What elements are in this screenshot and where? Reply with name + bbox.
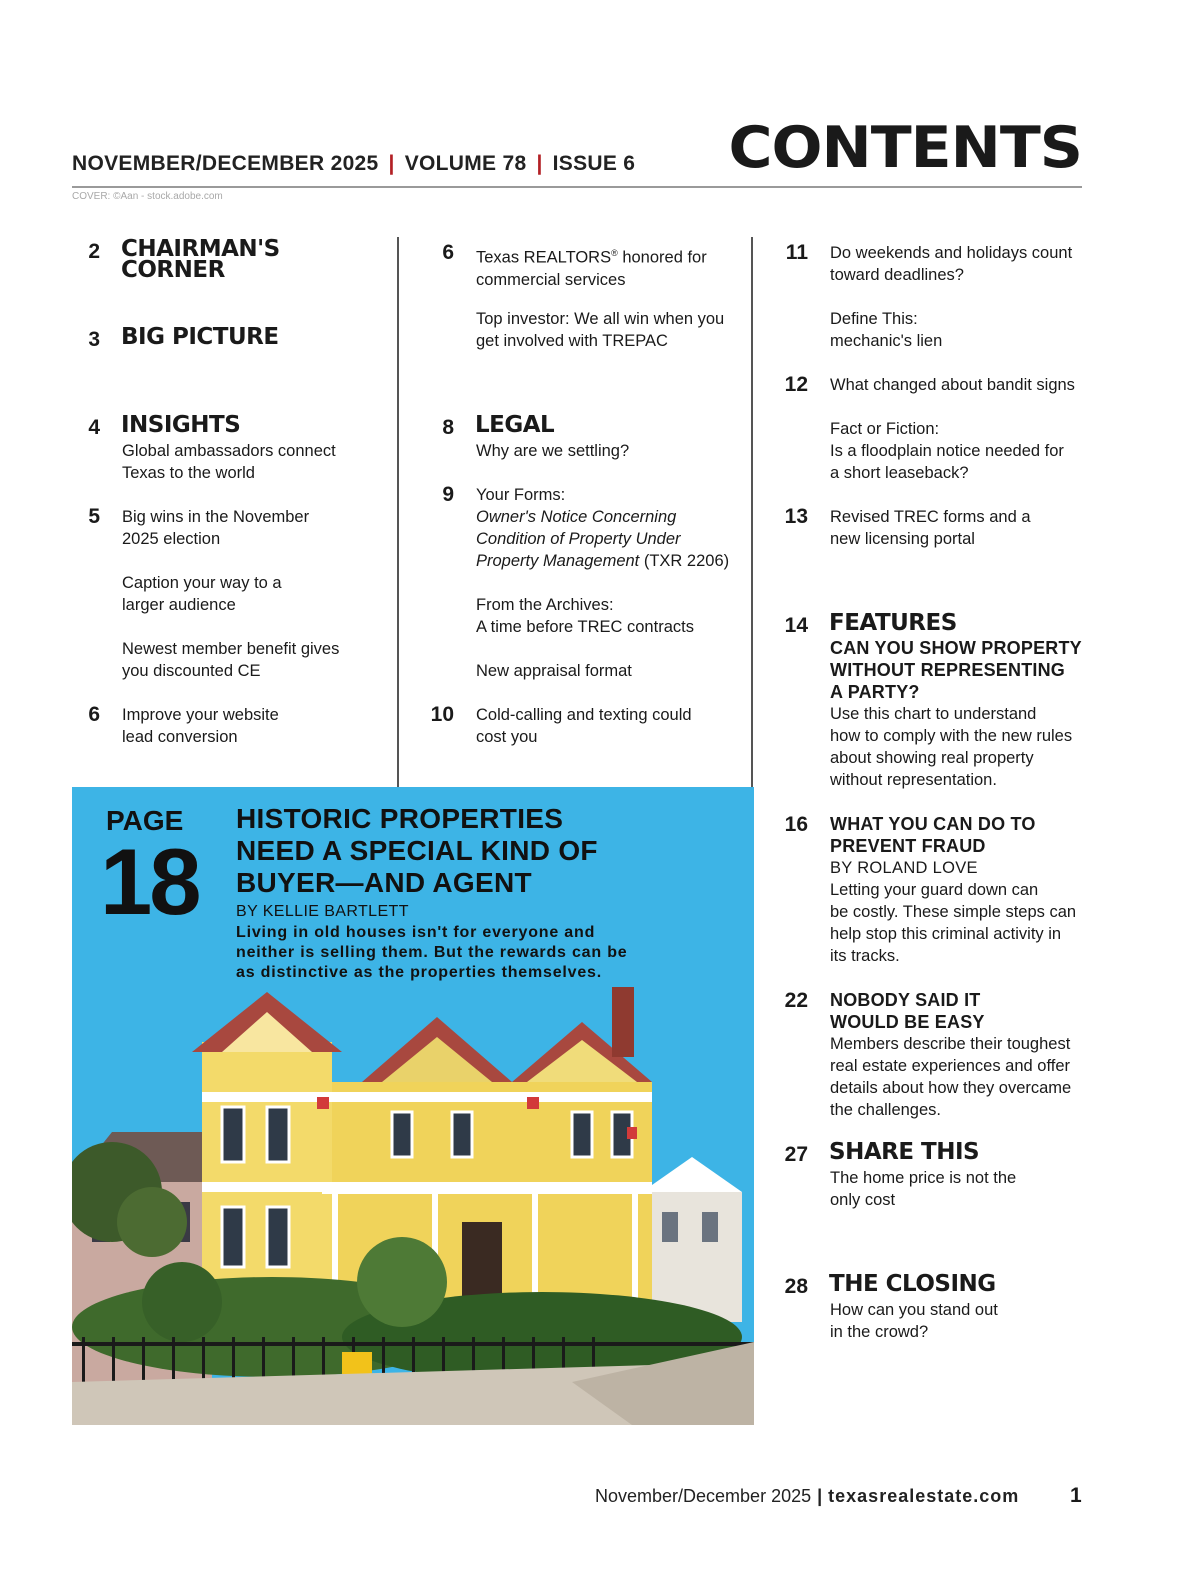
item-line xyxy=(476,550,729,572)
section-features[interactable]: FEATURES xyxy=(829,610,957,636)
item-line: commercial services xyxy=(476,270,626,289)
item-line: 2025 election xyxy=(122,530,221,548)
header-rule xyxy=(72,186,1082,188)
feature-description: real estate experiences and offer xyxy=(830,1057,1071,1075)
item-line: only cost xyxy=(830,1191,896,1209)
page-number: 22 xyxy=(784,989,808,1012)
feature-description: be costly. These simple steps can xyxy=(830,903,1077,921)
item-line: new licensing portal xyxy=(830,530,975,548)
page-number: 10 xyxy=(430,703,454,726)
cover-credit: COVER: ©Aan - stock.adobe.com xyxy=(72,191,223,202)
item-line: you discounted CE xyxy=(122,662,261,680)
list-item[interactable] xyxy=(122,704,279,748)
page-number: 6 xyxy=(88,703,100,726)
form-code: (TXR 2206) xyxy=(639,552,730,570)
list-item[interactable] xyxy=(830,308,942,352)
page-number: 16 xyxy=(784,813,808,836)
feature-description: without representation. xyxy=(830,771,997,789)
feature-description: the challenges. xyxy=(830,1101,941,1119)
hero-title-line: HISTORIC PROPERTIES xyxy=(236,803,564,834)
item-line: mechanic's lien xyxy=(830,332,943,350)
column-divider xyxy=(751,237,753,787)
page-number: 27 xyxy=(784,1143,808,1166)
hero-desc-line: as distinctive as the properties themselves. xyxy=(236,964,603,981)
form-title: Property Management xyxy=(476,552,640,570)
section-chairmans-corner[interactable] xyxy=(121,236,280,283)
item-line: Revised TREC forms and a xyxy=(830,508,1031,526)
hero-desc-line: neither is selling them. But the rewards can be xyxy=(236,944,628,961)
feature-description: its tracks. xyxy=(830,947,900,965)
page-title: CONTENTS xyxy=(728,114,1082,182)
item-line: Your Forms: xyxy=(476,486,566,504)
item-line: a short leaseback? xyxy=(830,464,969,482)
separator: | xyxy=(388,152,395,175)
feature-headline: CAN YOU SHOW PROPERTY xyxy=(830,638,1082,658)
item-line: Big wins in the November xyxy=(122,508,310,526)
folio-page-number: 1 xyxy=(1070,1484,1082,1507)
item-line: in the crowd? xyxy=(830,1323,929,1341)
issue-number: ISSUE 6 xyxy=(552,152,636,175)
hero-title-line: NEED A SPECIAL KIND OF xyxy=(236,835,598,866)
item-line: Texas to the world xyxy=(122,464,255,482)
hero-title xyxy=(236,803,656,899)
separator: | xyxy=(817,1486,823,1506)
item-line: Fact or Fiction: xyxy=(830,420,940,438)
feature-headline: A PARTY? xyxy=(830,682,920,702)
page-footer xyxy=(595,1486,1019,1507)
feature-item[interactable] xyxy=(830,813,1076,967)
page-number: 9 xyxy=(442,483,454,506)
list-item[interactable] xyxy=(830,1167,1016,1211)
page-number: 2 xyxy=(88,240,100,263)
issue-month: NOVEMBER/DECEMBER 2025 xyxy=(72,152,379,175)
section-insights[interactable]: INSIGHTS xyxy=(121,412,241,438)
item-text: Texas REALTORS xyxy=(476,248,612,267)
page-number: 3 xyxy=(88,328,100,351)
form-title: Owner's Notice Concerning xyxy=(476,508,677,526)
footer-website-link[interactable]: texasrealestate.com xyxy=(828,1486,1020,1506)
list-item[interactable] xyxy=(830,418,1064,484)
feature-headline: WOULD BE EASY xyxy=(830,1012,985,1032)
footer-issue: November/December 2025 xyxy=(595,1486,812,1506)
list-item[interactable] xyxy=(830,242,1072,286)
separator: | xyxy=(536,152,543,175)
feature-headline: WHAT YOU CAN DO TO xyxy=(830,814,1036,834)
item-line xyxy=(476,242,707,269)
issue-info xyxy=(72,152,635,176)
item-line: toward deadlines? xyxy=(830,266,964,284)
list-item[interactable] xyxy=(122,506,309,550)
list-item[interactable] xyxy=(122,572,282,616)
item-line: Caption your way to a xyxy=(122,574,282,592)
section-the-closing[interactable]: THE CLOSING xyxy=(829,1271,996,1297)
cover-story-feature[interactable] xyxy=(72,787,754,1425)
feature-description: Use this chart to understand xyxy=(830,705,1037,723)
page-number: 4 xyxy=(88,416,100,439)
feature-headline: WITHOUT REPRESENTING xyxy=(830,660,1066,680)
item-line xyxy=(476,506,729,528)
item-line: Improve your website xyxy=(122,706,279,724)
list-item[interactable]: Why are we settling? xyxy=(476,442,630,460)
section-legal[interactable]: LEGAL xyxy=(475,412,555,438)
list-item[interactable] xyxy=(476,594,694,638)
item-line: Newest member benefit gives xyxy=(122,640,340,658)
feature-byline: BY ROLAND LOVE xyxy=(830,859,978,877)
section-title: CHAIRMAN'S xyxy=(121,236,280,262)
registered-mark: ® xyxy=(611,248,618,258)
victorian-house-photo xyxy=(72,982,754,1425)
item-line: get involved with TREPAC xyxy=(476,332,668,350)
page-number: 14 xyxy=(784,614,808,637)
list-item[interactable] xyxy=(476,308,724,352)
item-line xyxy=(476,528,729,550)
section-share-this[interactable]: SHARE THIS xyxy=(829,1139,980,1165)
item-line: larger audience xyxy=(122,596,236,614)
form-title: Condition of Property Under xyxy=(476,530,681,548)
hero-description xyxy=(236,923,666,983)
feature-item[interactable] xyxy=(830,637,1082,791)
column-divider xyxy=(397,237,399,787)
section-big-picture[interactable]: BIG PICTURE xyxy=(121,324,279,350)
section-title: CORNER xyxy=(121,257,225,283)
page-number: 28 xyxy=(784,1275,808,1298)
item-line: Define This: xyxy=(830,310,918,328)
list-item[interactable] xyxy=(122,638,339,682)
item-text: honored for xyxy=(617,248,707,267)
list-item[interactable] xyxy=(476,242,707,291)
list-item[interactable] xyxy=(830,506,1031,550)
list-item[interactable] xyxy=(830,1299,998,1343)
list-item[interactable] xyxy=(476,704,692,748)
item-line: cost you xyxy=(476,728,538,746)
page-number: 8 xyxy=(442,416,454,439)
list-item[interactable] xyxy=(476,484,729,572)
page-number: 13 xyxy=(784,505,808,528)
page-number: 6 xyxy=(442,241,454,264)
item-line: Is a floodplain notice needed for xyxy=(830,442,1064,460)
feature-description: how to comply with the new rules xyxy=(830,727,1073,745)
item-line: A time before TREC contracts xyxy=(476,618,694,636)
hero-desc-line: Living in old houses isn't for everyone and xyxy=(236,924,596,941)
page-number: 11 xyxy=(785,241,808,264)
feature-description: details about how they overcame xyxy=(830,1079,1072,1097)
feature-item[interactable] xyxy=(830,989,1071,1121)
feature-description: about showing real property xyxy=(830,749,1034,767)
feature-description: Letting your guard down can xyxy=(830,881,1039,899)
item-line: How can you stand out xyxy=(830,1301,998,1319)
hero-page-label: PAGE xyxy=(106,805,184,836)
item-line: Global ambassadors connect xyxy=(122,442,336,460)
hero-page-number: 18 xyxy=(100,829,199,934)
list-item[interactable] xyxy=(122,440,336,484)
list-item[interactable]: What changed about bandit signs xyxy=(830,376,1075,394)
item-line: Cold-calling and texting could xyxy=(476,706,692,724)
feature-description: help stop this criminal activity in xyxy=(830,925,1062,943)
hero-byline: BY KELLIE BARTLETT xyxy=(236,903,409,920)
page-number: 5 xyxy=(88,505,100,528)
feature-headline: PREVENT FRAUD xyxy=(830,836,986,856)
hero-title-line: BUYER—AND AGENT xyxy=(236,867,532,898)
page-number: 12 xyxy=(784,373,808,396)
item-line: Do weekends and holidays count xyxy=(830,244,1073,262)
item-line: The home price is not the xyxy=(830,1169,1017,1187)
feature-headline: NOBODY SAID IT xyxy=(830,990,981,1010)
issue-volume: VOLUME 78 xyxy=(404,152,527,175)
item-line: From the Archives: xyxy=(476,596,614,614)
item-line: Top investor: We all win when you xyxy=(476,310,725,328)
item-line: lead conversion xyxy=(122,728,238,746)
feature-description: Members describe their toughest xyxy=(830,1035,1071,1053)
list-item[interactable]: New appraisal format xyxy=(476,662,632,680)
